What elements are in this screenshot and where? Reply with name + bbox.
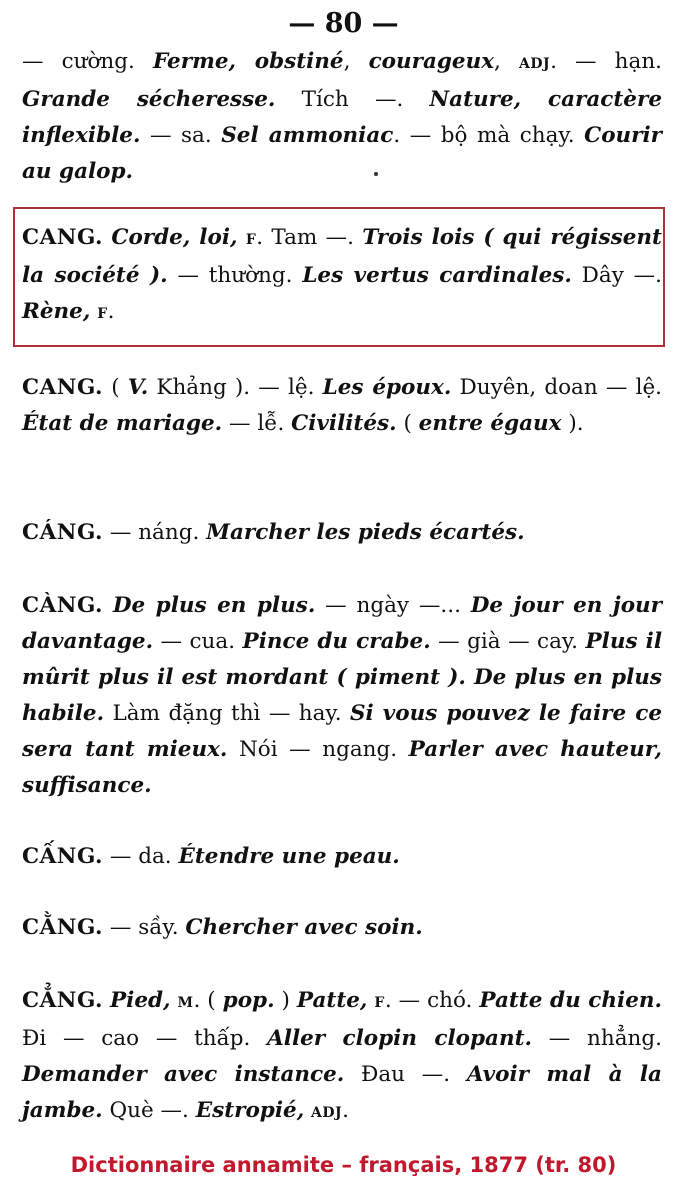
text-segment — [304, 1098, 311, 1123]
french-gloss: Plus il mûrit plus il est mordant ( piment ). De plus en plus habile. — [22, 629, 663, 726]
french-gloss: Marcher les pieds écartés. — [206, 520, 525, 545]
caption: Dictionnaire annamite – français, 1877 (tr. 80) — [70, 1153, 617, 1177]
text-segment: — da. — [103, 844, 179, 869]
entry-cang-breve-grave — [22, 910, 662, 946]
text-segment: . Tam —. — [256, 225, 363, 250]
french-gloss: Corde, loi, — [111, 225, 238, 250]
text-segment: — lễ. — [222, 411, 292, 436]
text-segment: Duyên, doan — lệ. — [451, 375, 663, 400]
text-segment: — cường. — [22, 49, 153, 74]
entry-cang-acute — [22, 515, 662, 551]
french-gloss: pop. — [222, 988, 275, 1013]
text-segment: — già — cay. — [430, 629, 586, 654]
text-segment: . — [342, 1098, 350, 1123]
text-segment: ). — [561, 411, 584, 436]
french-gloss: Les époux. — [322, 375, 452, 400]
grammar-abbrev: ADJ — [518, 56, 551, 72]
text-segment: — sa. — [140, 123, 222, 148]
text-segment: — nhẳng. — [532, 1026, 662, 1051]
french-gloss: De plus en plus. — [112, 593, 316, 618]
french-gloss: Aller clopin clopant. — [267, 1026, 533, 1051]
french-gloss: Si vous pouvez le faire ce sera tant mieux. — [22, 701, 662, 762]
french-gloss: Étendre une peau. — [178, 844, 400, 869]
headword: CẤNG. — [22, 844, 104, 869]
french-gloss: Avoir mal à la jambe. — [22, 1062, 662, 1123]
french-gloss: Chercher avec soin. — [185, 915, 423, 940]
stray-dot — [374, 172, 378, 176]
text-segment: — ngày —... — [315, 593, 471, 618]
text-segment: Làm đặng thì — hay. — [104, 701, 350, 726]
french-gloss: Parler avec hauteur, suffisance. — [22, 737, 662, 798]
headword: CÀNG. — [22, 593, 104, 618]
headword: CANG. — [22, 225, 104, 250]
text-segment: . — [107, 299, 115, 324]
french-gloss: V. — [127, 375, 149, 400]
entry-cang-grave — [22, 588, 662, 804]
text-segment: — thường. — [167, 263, 303, 288]
entry-cang — [22, 370, 662, 442]
headword: CANG. — [22, 375, 104, 400]
text-segment — [103, 593, 113, 618]
text-segment: ) — [274, 988, 297, 1013]
french-gloss: De jour en jour davantage. — [22, 593, 662, 654]
grammar-abbrev: F — [245, 232, 257, 248]
french-gloss: Estropié, — [195, 1098, 305, 1123]
french-gloss: Grande sécheresse. — [22, 87, 276, 112]
text-segment: . — hạn. — [550, 49, 662, 74]
grammar-abbrev: F — [374, 995, 385, 1011]
french-gloss: courageux — [368, 49, 495, 74]
french-gloss: Courir au galop. — [22, 123, 662, 184]
text-segment: Dây —. — [571, 263, 662, 288]
text-segment: . — bộ mà chạy. — [393, 123, 585, 148]
text-segment: — cua. — [153, 629, 243, 654]
french-gloss: Demander avec instance. — [22, 1062, 345, 1087]
french-gloss: Pince du crabe. — [242, 629, 431, 654]
text-segment: . — chó. — [384, 988, 480, 1013]
text-segment: Đau —. — [344, 1062, 467, 1087]
text-segment — [237, 225, 245, 250]
entry-cang-circumflex — [22, 839, 662, 875]
entry-cang-breve-hook — [22, 983, 662, 1131]
french-gloss: Ferme, obstiné — [152, 49, 344, 74]
french-gloss: Civilités. — [291, 411, 397, 436]
french-gloss: Trois lois ( qui régissent la société ). — [22, 225, 662, 288]
text-segment: Tích —. — [275, 87, 430, 112]
text-segment: . ( — [193, 988, 223, 1013]
text-segment — [171, 988, 178, 1013]
french-gloss: Patte du chien. — [479, 988, 662, 1013]
french-gloss: Sel ammoniac — [221, 123, 394, 148]
text-segment: Què —. — [102, 1098, 196, 1123]
french-gloss: Nature, caractère inflexible. — [22, 87, 662, 148]
text-segment — [103, 988, 110, 1013]
page-number: — 80 — — [288, 8, 399, 39]
grammar-abbrev: ADJ — [311, 1105, 343, 1121]
grammar-abbrev: M — [177, 995, 194, 1011]
entry-cang-highlighted — [22, 220, 662, 332]
text-segment: Khảng ). — lệ. — [148, 375, 323, 400]
text-segment: ( — [103, 375, 128, 400]
text-segment: , — [494, 49, 519, 74]
french-gloss: Pied, — [110, 988, 171, 1013]
french-gloss: État de mariage. — [22, 411, 223, 436]
french-gloss: Rène, — [22, 299, 91, 324]
headword: CẲNG. — [22, 988, 104, 1013]
headword: CÁNG. — [22, 520, 104, 545]
french-gloss: Les vertus cardinales. — [302, 263, 572, 288]
text-segment: , — [343, 49, 369, 74]
entry-continuation — [22, 44, 662, 190]
french-gloss: entre égaux — [418, 411, 562, 436]
grammar-abbrev: F — [97, 306, 108, 322]
headword: CẰNG. — [22, 915, 104, 940]
text-segment: Nói — ngang. — [227, 737, 409, 762]
french-gloss: Patte, — [296, 988, 368, 1013]
text-segment: — náng. — [103, 520, 207, 545]
text-segment: — sầy. — [103, 915, 186, 940]
text-segment: Đi — cao — thấp. — [22, 1026, 268, 1051]
text-segment: ( — [396, 411, 419, 436]
